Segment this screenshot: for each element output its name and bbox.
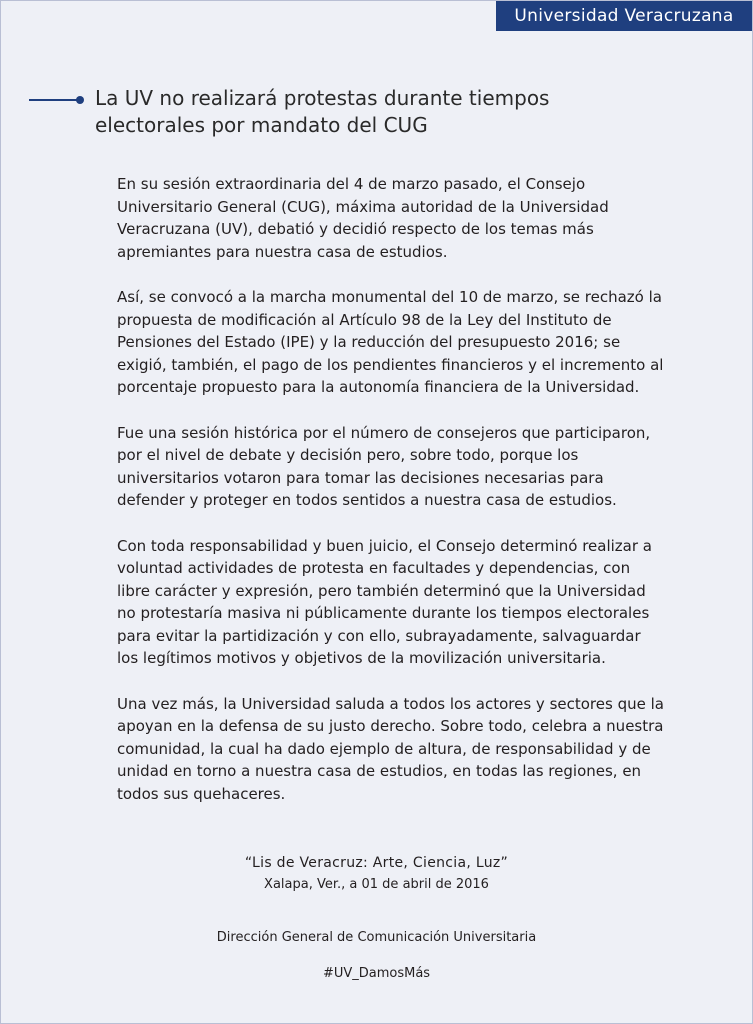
institution-banner [496, 1, 752, 31]
institution-name: Universidad Veracruzana [514, 6, 734, 26]
paragraph-3: Fue una sesión histórica por el número de consejeros que participaron, por el nivel de debate y decisión pero, sobre todo, porque los universitarios votaron para tomar las decisiones necesarias para defender y proteger en todos sentidos a nuestra casa de estudios. [117, 423, 651, 509]
headline-row [29, 85, 729, 139]
department-signature: Dirección General de Comunicación Universitaria [216, 930, 537, 945]
paragraph-5: Una vez más, la Universidad saluda a todos los actores y sectores que la apoyan en la defensa de su justo derecho. Sobre todo, celebra a nuestra comunidad, la cual ha dado ejemplo de altura, de responsabilidad y de unidad en torno a nuestra casa de estudios, en todas las regiones, en todos sus quehaceres. [117, 694, 664, 803]
paragraph-4: Con toda responsabilidad y buen juicio, el Consejo determinó realizar a voluntad actividades de protesta en facultades y dependencias, con libre carácter y expresión, pero también determinó que la Universidad no protestaría masiva ni públicamente durante los tiempos electorales para evitar la partidización y con ello, subrayadamente, salvaguardar los legítimos motivos y objetivos de la movilización universitaria. [117, 536, 652, 667]
motto: “Lis de Veracruz: Arte, Ciencia, Luz” [244, 855, 509, 871]
headline-bullet-icon [29, 99, 81, 101]
paragraph-2: Así, se convocó a la marcha monumental del 10 de marzo, se rechazó la propuesta de modificación al Artículo 98 de la Ley del Instituto de Pensiones del Estado (IPE) y la reducción del presupuesto 2016; se exigió, también, el pago de los pendientes financieros y el incremento al porcentaje propuesto para la autonomía financiera de la Universidad. [117, 288, 664, 396]
paragraph-1: En su sesión extraordinaria del 4 de marzo pasado, el Consejo Universitario General (CUG), máxima autoridad de la Universidad Veracruzana (UV), debatió y decidió respecto de los temas más apremiantes para nuestra casa de estudios. [117, 175, 609, 261]
dateline: Xalapa, Ver., a 01 de abril de 2016 [264, 877, 489, 892]
article-body [117, 173, 665, 828]
headline: La UV no realizará protestas durante tiempos electorales por mandato del CUG [95, 86, 550, 137]
hashtag: #UV_DamosMás [322, 966, 431, 981]
